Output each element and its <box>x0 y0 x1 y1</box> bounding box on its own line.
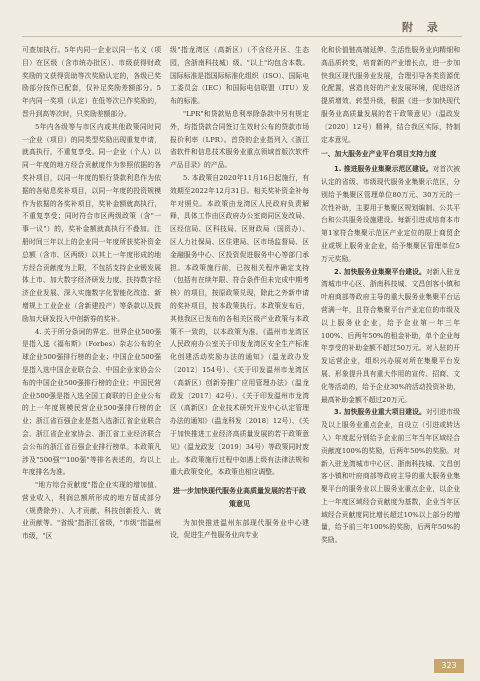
policy-title: 进一步加快现代服务业高质量发展的若干政策意见 <box>173 487 306 508</box>
paragraph: 5年内各级等与市区内或其他政策同时同一企业（项目）的同类型奖励出现重复申请，就高执行，不重复享受。同一企业（个人）以同一年度的地方经合贡献度作为参照依据的各奖补项目，以同一年度的银行贷款利息作为依据的各贴息奖补项目，以同一年度的投资规模作为依据的各奖补项目，奖补金额就高执行，不重复享受；同时符合市区两级政策（含"一事一议"）的，奖补金额就高执行不叠加。注册时间三年以上的企业同一年度所获奖补资金总额（含市、区两级）以其上一年度形成的地方经合贡献度为上限，不包括支持企业锻发展体上市、加大数字经济研发力度、扶持数字经济企业发展、深入实施数字化智能化改造、新增规上工业企业（含新建投产）等条款以及鼓励加大研发投入中创新券的奖补。 <box>22 122 161 323</box>
section-header: 附 录 <box>402 21 443 34</box>
paragraph: 可查加执行。5年内同一企业以同一名义（项目）在区级（含市统办批区）、市级获得财政奖励的文获得资助等次奖励认定的，各级已奖励部分按作已配套，仅补足奖励差额部分。5年内同一奖项（认定）在低等次已作奖励的，晋升到高等次时，只奖励差额部分。 <box>22 46 161 118</box>
paragraph: "地方综合贡献度"指企业实现的增加值、营业收入，利润总额所形成的地方留成部分（规费除外）、人才贡献、科技创新投入、就业贡献等。"省级"指浙江省级，"市级"指温州市级，"区 <box>22 481 161 541</box>
item-text: 对首次被认定的省级、市级现代服务业集聚示范区，分别给予集聚区管理单位80万元、30万元的一次性补助，主要用于集聚区规划编制、公共平台和公共服务设施建设。每新引进或培育本市第1家符合集聚示范区产业定位的限上商贸企业或规上服务业企业，给予集聚区管理单位5万元奖励。 <box>321 165 460 263</box>
paragraph: 为加快推进温州东部现代服务业中心建设，促进生产性服务业向专业 <box>170 518 309 540</box>
section-heading: 一、加大服务业产业平台项目支持力度 <box>321 150 437 159</box>
paragraph: "LPR"和贷款贴息利率除条款中另有规定外，均指贷款合同签订生效时公布的贷款市场报价利率（LPR）。首贷的企业指列入《浙江省软件和信息技术服务业重点领域首版次软件产品目录》的产品。 <box>170 109 309 170</box>
text-column-1 <box>22 44 161 543</box>
paragraph: 化和价值链高端延伸、生活性服务业向精细和高品质转变，培育新的产业增长点，进一步加快我区现代服务业发展，合理引导各类资源优化配置，营造良好的产业发展环境，促进经济提质增效、转型升级，根据《进一步加快现代服务业高质量发展的若干政策意见》（温政发〔2020〕12号）精神，结合我区实际，特制定本意见。 <box>321 46 460 144</box>
list-item <box>321 406 460 547</box>
item-text: 对引进市级及以上服务业重点企业，自设立（引进或转达入）年度起分别给予企业前三年当年区域经合贡献度100%的奖励，后两年50%的奖励。对新入驻龙湾城市中心区、浙南科技城、文昌创客小镇和叶府商部等政府主导的重大服务业集聚平台的服务业以上服务业重点企业，以企业上一年度区域经合贡献度为基数，企业当年区域经合贡献度同比增长超过10%以上部分的增量，给予前三年100%的奖励，后两年50%的奖励。 <box>321 408 460 545</box>
item-title: 3. 加快服务业重大项目建设。 <box>334 408 426 417</box>
paragraph: 级"指龙湾区（高新区）（不含经开区、生态园，含浙南科技城）级。"以上"均包含本数。国际标准是指国际标准化组织（ISO）、国际电工委员会（IEC）和国际电信联盟（ITU）发布的标准。 <box>170 46 309 106</box>
list-item <box>321 266 460 407</box>
page-number: 323 <box>434 659 464 673</box>
text-column-2 <box>170 44 309 542</box>
paragraph: 4. 关于所分条词的界定。世界企业500强是指入选《福布斯》（Forbes）杂志公布的全球企业500强排行榜的企业；中国企业500强是指入选中国企业联合会、中国企业家协会公布的中国企业500强排行榜的企业；中国民营企业500强是指入选全国工商联的日企业公布的上一年度规模民营企业500强排行榜的企业；浙江省百强企业是指入选浙江省企业联合会、浙江省企业家协会、浙江省工业经济联合会公布的浙江省百强企业排行榜单。本政策凡涉及"500强""100强"等排名表述的，均以上年度排名为准。 <box>22 327 161 477</box>
header-divider <box>22 36 462 37</box>
list-item <box>321 163 460 265</box>
item-title: 2. 加快服务业集聚平台建设。 <box>334 267 426 276</box>
text-column-3 <box>321 44 460 547</box>
item-text: 对新入驻龙湾城市中心区、浙南科技城、文昌创客小镇和叶府商部等政府主导的重大服务业集聚平台运营满一年，且符合集聚平台产业定位的市级及以上服务业企业，给予企业第一年三年100%、后两年50%的租金补助，单个企业每年享受的补助金额不超过50万元。对入驻的开发运营企业，组织兴办展对所在集聚平台发展、形象提升具有重大作用的宣传、招商、文化等活动的，给予企业30%的活动投资补助，最高补助金额不超过20万元。 <box>321 267 460 404</box>
item-title: 1. 推进服务业集聚示范区建设。 <box>334 165 433 174</box>
paragraph: 5. 本政策自2020年11月16日起施行，有效期至2022年12月31日。相关奖补资金补每年对照兑。本政策由龙湾区人民政府负责解释，具体工作由区政府办公室商同区发改局、区经信局、区科技局、区财政局（国资办）、区人力社保局、区住建局、区市场监督局、区金融服务中心、区投资促进服务中心等部门承担。本政策施行前，已按相关程序确定支持（包括有在续年限、符合条件但未完成中期考核）的项目，按原政策兑现，除此之外新申请的奖补项目，按本政策执行。本政策发布后，其他我区已发布的各相关区级产业政策与本政策不一致的，以本政策为准。《温州市龙湾区人民政府办公室关于印发龙湾区安全生产标准化创建活动奖励办法的通知》（温龙政办发〔2012〕154号）、《关于印发温州市龙湾区（高新区）创新券推广应用管理办法》（温龙政发〔2017〕42号）、《关于印发温州市龙湾区（高新区）企业技术研究开发中心认定管理办法的通知》（温龙科发〔2018〕12号）、《关于加快推进工业经济高质量发展的若干政策意见》（温龙政发〔2019〕34号）等政策同时废止。本政策施行过程中如遇上级有法律法规和重大政策变化，本政策也相应调整。 <box>170 173 309 477</box>
